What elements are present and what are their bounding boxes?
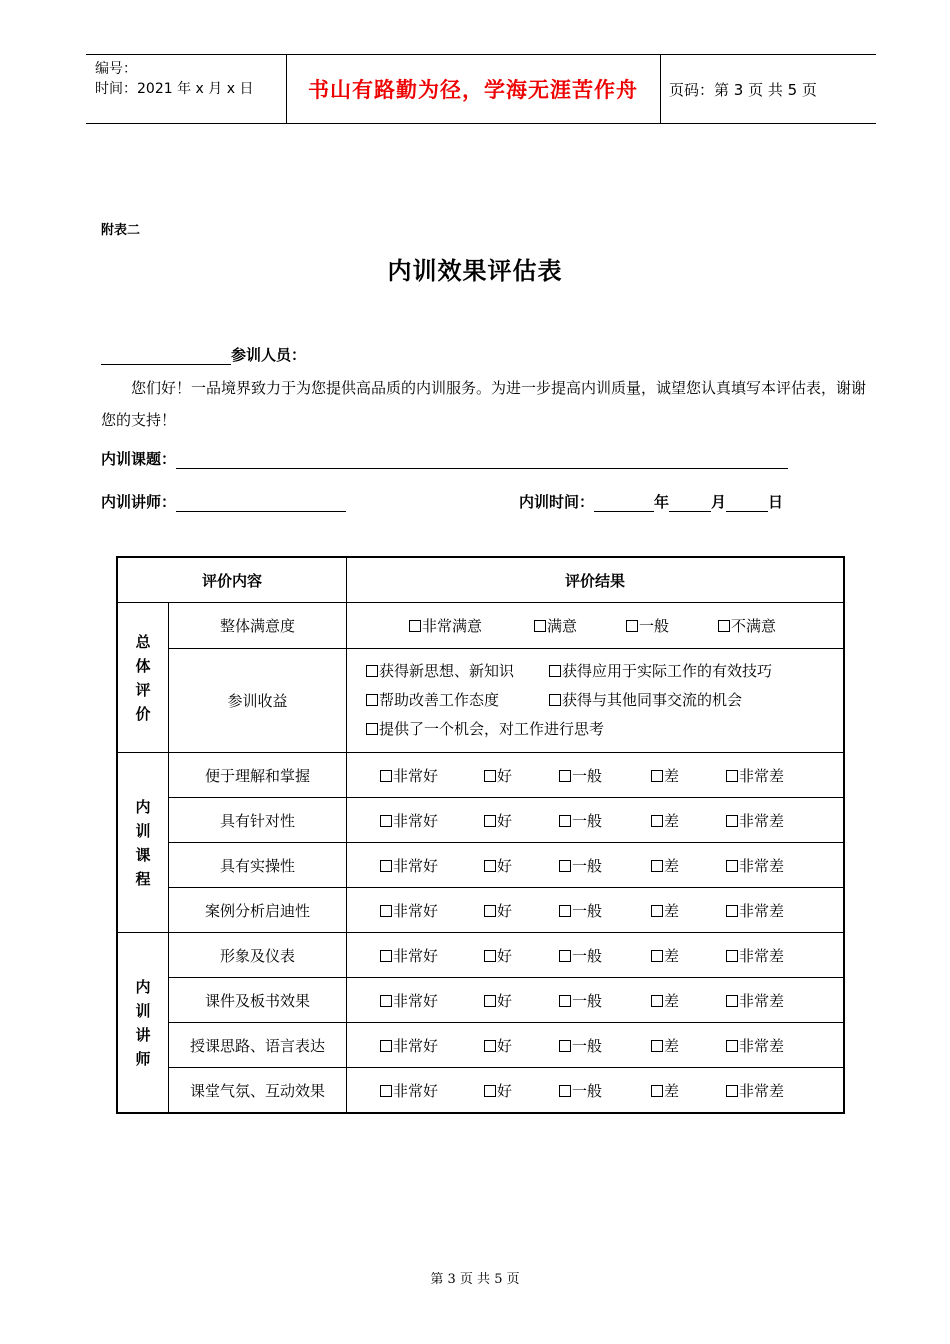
number-label: 编号： <box>95 61 137 77</box>
table-row <box>117 1023 844 1068</box>
year-blank[interactable] <box>594 495 654 512</box>
checkbox-icon[interactable] <box>726 860 738 872</box>
gains-options <box>347 649 845 753</box>
checkbox-option[interactable]: 好 <box>484 900 559 921</box>
checkbox-option[interactable]: 非常差 <box>726 945 784 966</box>
checkbox-icon[interactable] <box>718 620 730 632</box>
checkbox-icon[interactable] <box>549 665 561 677</box>
item-label: 参训收益 <box>169 649 347 753</box>
category-lecturer: 内 训 讲 师 <box>117 933 169 1114</box>
checkbox-option[interactable]: 非常好 <box>380 1035 484 1056</box>
checkbox-option[interactable]: 非常好 <box>380 900 484 921</box>
checkbox-icon[interactable] <box>651 995 663 1007</box>
rating-options <box>347 1068 845 1114</box>
checkbox-option[interactable]: 一般 <box>559 900 651 921</box>
table-header-row <box>117 557 844 603</box>
month-label: 月 <box>711 493 727 511</box>
checkbox-icon[interactable] <box>651 860 663 872</box>
training-time-label: 内训时间： <box>519 493 595 511</box>
item-label: 具有针对性 <box>169 798 347 843</box>
checkbox-option[interactable]: 非常好 <box>380 855 484 876</box>
checkbox-option[interactable]: 非常差 <box>726 1080 784 1101</box>
checkbox-icon[interactable] <box>484 905 496 917</box>
table-row <box>117 753 844 798</box>
training-time-row <box>519 491 783 512</box>
checkbox-icon[interactable] <box>366 723 378 735</box>
checkbox-option[interactable]: 获得与其他同事交流的机会 <box>549 686 742 715</box>
checkbox-icon[interactable] <box>559 770 571 782</box>
checkbox-option[interactable]: 好 <box>484 990 559 1011</box>
checkbox-option[interactable]: 非常好 <box>380 945 484 966</box>
checkbox-icon[interactable] <box>726 770 738 782</box>
checkbox-option[interactable]: 非常好 <box>380 810 484 831</box>
header-divider <box>660 55 661 123</box>
item-label: 授课思路、语言表达 <box>169 1023 347 1068</box>
checkbox-icon[interactable] <box>380 905 392 917</box>
checkbox-option[interactable]: 提供了一个机会，对工作进行思考 <box>366 715 604 744</box>
checkbox-option[interactable]: 差 <box>651 1080 726 1101</box>
day-label: 日 <box>768 493 784 511</box>
checkbox-icon[interactable] <box>366 694 378 706</box>
day-blank[interactable] <box>726 495 768 512</box>
checkbox-icon[interactable] <box>484 1085 496 1097</box>
checkbox-option[interactable]: 非常差 <box>726 855 784 876</box>
header-page-info: 页码：第 3 页 共 5 页 <box>669 80 817 99</box>
table-row <box>117 843 844 888</box>
checkbox-icon[interactable] <box>380 1085 392 1097</box>
checkbox-icon[interactable] <box>559 815 571 827</box>
table-row <box>117 603 844 649</box>
table-row <box>117 933 844 978</box>
checkbox-icon[interactable] <box>726 950 738 962</box>
checkbox-option[interactable]: 好 <box>484 855 559 876</box>
year-label: 年 <box>654 493 670 511</box>
checkbox-icon[interactable] <box>726 1085 738 1097</box>
page-footer: 第 3 页 共 5 页 <box>430 1272 520 1287</box>
checkbox-option[interactable]: 差 <box>651 1035 726 1056</box>
checkbox-option[interactable]: 非常差 <box>726 810 784 831</box>
checkbox-option[interactable]: 非常差 <box>726 1035 784 1056</box>
checkbox-option[interactable]: 非常好 <box>380 765 484 786</box>
checkbox-option[interactable]: 满意 <box>534 615 626 636</box>
item-label: 课堂气氛、互动效果 <box>169 1068 347 1114</box>
checkbox-icon[interactable] <box>726 815 738 827</box>
checkbox-icon[interactable] <box>484 950 496 962</box>
checkbox-option[interactable]: 差 <box>651 810 726 831</box>
checkbox-option[interactable]: 一般 <box>559 945 651 966</box>
checkbox-option[interactable]: 不满意 <box>718 615 776 636</box>
checkbox-option[interactable]: 好 <box>484 1080 559 1101</box>
header-left <box>95 59 253 99</box>
item-label: 整体满意度 <box>169 603 347 649</box>
checkbox-option[interactable]: 帮助改善工作态度 <box>366 686 549 715</box>
checkbox-option[interactable]: 一般 <box>559 855 651 876</box>
checkbox-option[interactable]: 差 <box>651 855 726 876</box>
checkbox-option[interactable]: 非常好 <box>380 1080 484 1101</box>
checkbox-icon[interactable] <box>409 620 421 632</box>
checkbox-icon[interactable] <box>651 905 663 917</box>
checkbox-icon[interactable] <box>559 860 571 872</box>
checkbox-option[interactable]: 非常差 <box>726 900 784 921</box>
participants-label: 参训人员： <box>231 346 307 364</box>
rating-options <box>347 843 845 888</box>
checkbox-option[interactable]: 一般 <box>626 615 718 636</box>
checkbox-option[interactable]: 一般 <box>559 1080 651 1101</box>
table-row <box>117 649 844 753</box>
checkbox-icon[interactable] <box>651 1085 663 1097</box>
checkbox-icon[interactable] <box>559 905 571 917</box>
checkbox-icon[interactable] <box>726 905 738 917</box>
topic-label: 内训课题： <box>101 450 177 468</box>
category-overall: 总 体 评 价 <box>117 603 169 753</box>
rating-options <box>347 798 845 843</box>
header-result: 评价结果 <box>347 557 845 603</box>
checkbox-icon[interactable] <box>549 694 561 706</box>
checkbox-option[interactable]: 好 <box>484 765 559 786</box>
checkbox-option[interactable]: 非常差 <box>726 990 784 1011</box>
checkbox-icon[interactable] <box>559 1040 571 1052</box>
checkbox-option[interactable]: 差 <box>651 765 726 786</box>
lecturer-label: 内训讲师： <box>101 493 177 511</box>
checkbox-icon[interactable] <box>559 1085 571 1097</box>
item-label: 便于理解和掌握 <box>169 753 347 798</box>
checkbox-option[interactable]: 一般 <box>559 990 651 1011</box>
category-course: 内 训 课 程 <box>117 753 169 933</box>
appendix-label: 附表二 <box>101 223 141 238</box>
checkbox-icon[interactable] <box>484 770 496 782</box>
checkbox-option[interactable]: 一般 <box>559 1035 651 1056</box>
checkbox-option[interactable]: 获得应用于实际工作的有效技巧 <box>549 657 772 686</box>
item-label: 课件及板书效果 <box>169 978 347 1023</box>
page-header <box>86 54 876 124</box>
checkbox-icon[interactable] <box>559 995 571 1007</box>
table-row <box>117 978 844 1023</box>
rating-options <box>347 933 845 978</box>
table-row <box>117 798 844 843</box>
lecturer-blank[interactable] <box>176 495 346 512</box>
rating-options <box>347 978 845 1023</box>
checkbox-icon[interactable] <box>726 995 738 1007</box>
checkbox-icon[interactable] <box>380 995 392 1007</box>
checkbox-option[interactable]: 非常好 <box>380 990 484 1011</box>
checkbox-icon[interactable] <box>366 665 378 677</box>
checkbox-option[interactable]: 好 <box>484 945 559 966</box>
checkbox-icon[interactable] <box>651 815 663 827</box>
checkbox-option[interactable]: 获得新思想、新知识 <box>366 657 549 686</box>
header-content: 评价内容 <box>117 557 347 603</box>
checkbox-icon[interactable] <box>380 815 392 827</box>
checkbox-icon[interactable] <box>380 860 392 872</box>
checkbox-option[interactable]: 差 <box>651 990 726 1011</box>
checkbox-icon[interactable] <box>484 1040 496 1052</box>
rating-options <box>347 753 845 798</box>
evaluation-table <box>116 556 845 1114</box>
checkbox-option[interactable]: 好 <box>484 810 559 831</box>
month-blank[interactable] <box>669 495 711 512</box>
checkbox-icon[interactable] <box>626 620 638 632</box>
satisfaction-options <box>347 603 845 649</box>
checkbox-icon[interactable] <box>726 1040 738 1052</box>
time-label: 时间：2021 年 x 月 x 日 <box>95 81 254 97</box>
checkbox-option[interactable]: 一般 <box>559 765 651 786</box>
table-row <box>117 888 844 933</box>
checkbox-icon[interactable] <box>559 950 571 962</box>
checkbox-option[interactable]: 一般 <box>559 810 651 831</box>
participants-row <box>101 344 306 365</box>
checkbox-option[interactable]: 好 <box>484 1035 559 1056</box>
rating-options <box>347 1023 845 1068</box>
checkbox-option[interactable]: 差 <box>651 900 726 921</box>
page-title: 内训效果评估表 <box>387 257 563 285</box>
item-label: 形象及仪表 <box>169 933 347 978</box>
checkbox-icon[interactable] <box>380 1040 392 1052</box>
intro-paragraph: 您们好！一品境界致力于为您提供高品质的内训服务。为进一步提高内训质量，诚望您认真填写本评估表，谢谢您的支持！ <box>101 379 867 429</box>
checkbox-option[interactable]: 差 <box>651 945 726 966</box>
checkbox-icon[interactable] <box>484 860 496 872</box>
checkbox-icon[interactable] <box>534 620 546 632</box>
table-row <box>117 1068 844 1114</box>
checkbox-option[interactable]: 非常满意 <box>409 615 534 636</box>
checkbox-icon[interactable] <box>484 995 496 1007</box>
checkbox-icon[interactable] <box>484 815 496 827</box>
topic-blank[interactable] <box>176 452 788 469</box>
item-label: 案例分析启迪性 <box>169 888 347 933</box>
checkbox-option[interactable]: 非常差 <box>726 765 784 786</box>
topic-row <box>101 448 788 469</box>
rating-options <box>347 888 845 933</box>
participants-blank[interactable] <box>101 348 231 365</box>
lecturer-row <box>101 491 346 512</box>
checkbox-icon[interactable] <box>380 950 392 962</box>
checkbox-icon[interactable] <box>651 770 663 782</box>
checkbox-icon[interactable] <box>651 1040 663 1052</box>
checkbox-icon[interactable] <box>380 770 392 782</box>
item-label: 具有实操性 <box>169 843 347 888</box>
checkbox-icon[interactable] <box>651 950 663 962</box>
header-motto: 书山有路勤为径，学海无涯苦作舟 <box>308 78 638 102</box>
